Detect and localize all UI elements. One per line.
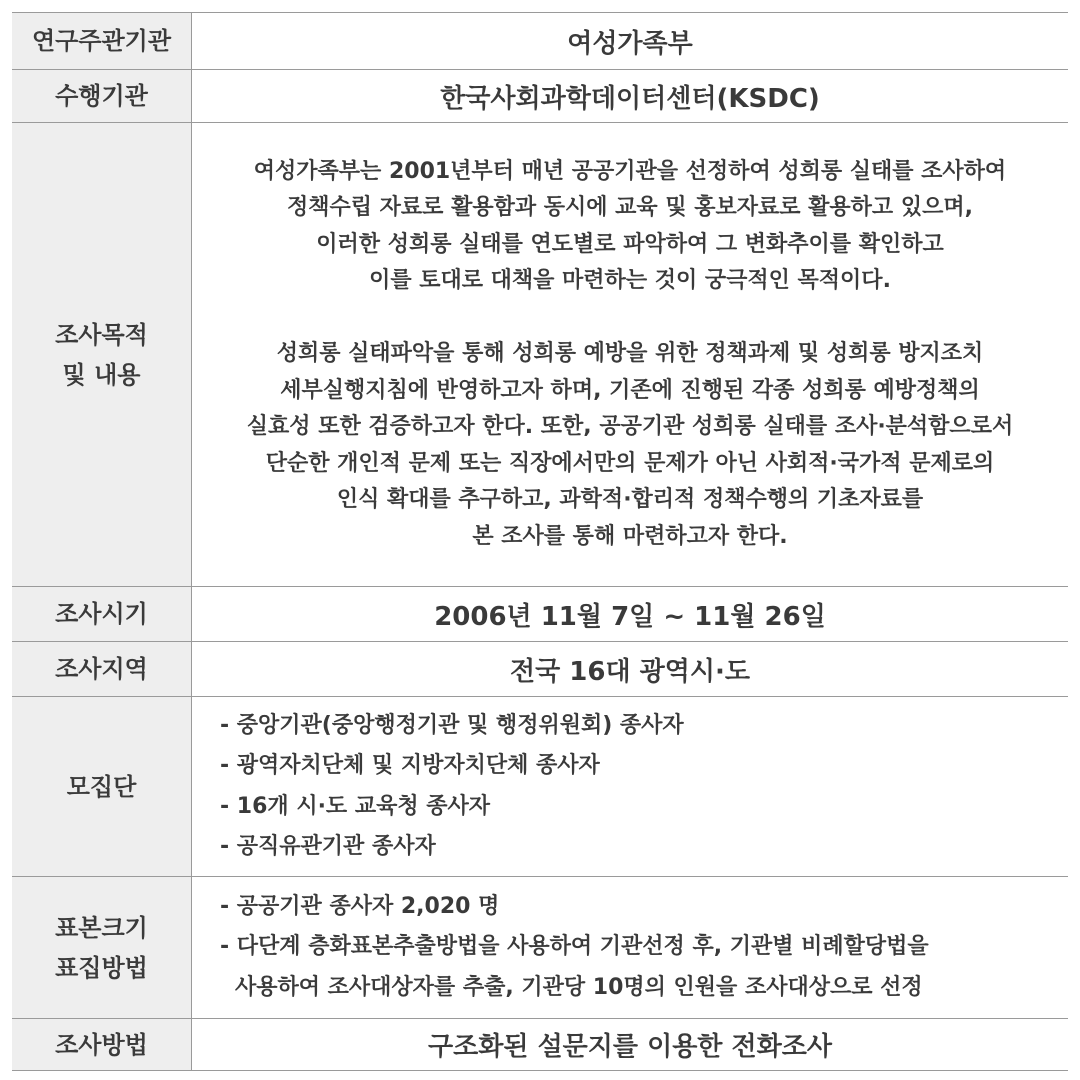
- table-row-sponsor: [12, 13, 1068, 70]
- sample-label-line1: 표본크기: [55, 913, 148, 942]
- paragraph-gap: [192, 300, 1068, 337]
- purpose-paragraph2-line: 세부실행지침에 반영하고자 하며, 기존에 진행된 각종 성희롱 예방정책의: [280, 377, 980, 403]
- sponsor-label: 연구주관기관: [12, 13, 192, 70]
- region-label: 조사지역: [12, 642, 192, 697]
- purpose-paragraph1-line: 정책수립 자료로 활용함과 동시에 교육 및 홍보자료로 활용하고 있으며,: [287, 195, 973, 221]
- table-row-purpose: [12, 123, 1068, 587]
- table-row-executor: [12, 70, 1068, 123]
- purpose-paragraph2-line: 성희롱 실태파악을 통해 성희롱 예방을 위한 정책과제 및 성희롱 방지조치: [276, 341, 984, 367]
- method-label: 조사방법: [12, 1019, 192, 1071]
- list-item: - 16개 시·도 교육청 종사자: [220, 793, 491, 819]
- table-row-region: [12, 642, 1068, 697]
- list-item: - 광역자치단체 및 지방자치단체 종사자: [220, 753, 600, 778]
- purpose-paragraph2-line: 실효성 또한 검증하고자 한다. 또한, 공공기관 성희롱 실태를 조사·분석함으로서: [246, 414, 1014, 440]
- list-item: - 다단계 층화표본추출방법을 사용하여 기관선정 후, 기관별 비례할당법을: [220, 934, 929, 960]
- sample-description: [192, 877, 1069, 1019]
- table-row-population: [12, 697, 1068, 877]
- region-value: 전국 16대 광역시·도: [510, 656, 750, 687]
- period-value: 2006년 11월 7일 ~ 11월 26일: [434, 601, 826, 632]
- purpose-paragraph2-line: 본 조사를 통해 마련하고자 한다.: [472, 523, 788, 549]
- purpose-paragraph2-line: 인식 확대를 추구하고, 과학적·합리적 정책수행의 기초자료를: [336, 487, 924, 513]
- sponsor-value: 여성가족부: [567, 28, 693, 59]
- table-row-sample: [12, 877, 1068, 1019]
- purpose-label: [12, 123, 192, 587]
- list-item: - 중앙기관(중앙행정기관 및 행정위원회) 종사자: [220, 712, 684, 738]
- population-list: [192, 697, 1069, 877]
- purpose-paragraph1-line: 이러한 성희롱 실태를 연도별로 파악하여 그 변화추이를 확인하고: [316, 231, 944, 257]
- purpose-paragraph1-line: 이를 토대로 대책을 마련하는 것이 궁극적인 목적이다.: [369, 268, 891, 294]
- list-item: - 공직유관기관 종사자: [220, 834, 436, 859]
- population-label: 모집단: [12, 697, 192, 877]
- table-row-method: [12, 1019, 1068, 1071]
- purpose-label-line1: 조사목적: [55, 320, 148, 349]
- executor-value: 한국사회과학데이터센터(KSDC): [440, 83, 820, 114]
- purpose-label-line2: 및 내용: [62, 360, 141, 389]
- purpose-paragraph1-line: 여성가족부는 2001년부터 매년 공공기관을 선정하여 성희롱 실태를 조사하여: [253, 158, 1007, 184]
- list-item-continuation: 사용하여 조사대상자를 추출, 기관당 10명의 인원을 조사대상으로 선정: [235, 974, 923, 1000]
- purpose-description: [192, 123, 1069, 587]
- method-value: 구조화된 설문지를 이용한 전화조사: [428, 1032, 832, 1062]
- executor-label: 수행기관: [12, 70, 192, 123]
- purpose-paragraph2-line: 단순한 개인적 문제 또는 직장에서만의 문제가 아닌 사회적·국가적 문제로의: [265, 450, 995, 476]
- table-row-period: [12, 587, 1068, 642]
- list-item: - 공공기관 종사자 2,020 명: [220, 893, 500, 919]
- survey-overview-table: [12, 12, 1068, 1071]
- sample-label-line2: 표집방법: [55, 953, 148, 982]
- period-label: 조사시기: [12, 587, 192, 642]
- sample-label: [12, 877, 192, 1019]
